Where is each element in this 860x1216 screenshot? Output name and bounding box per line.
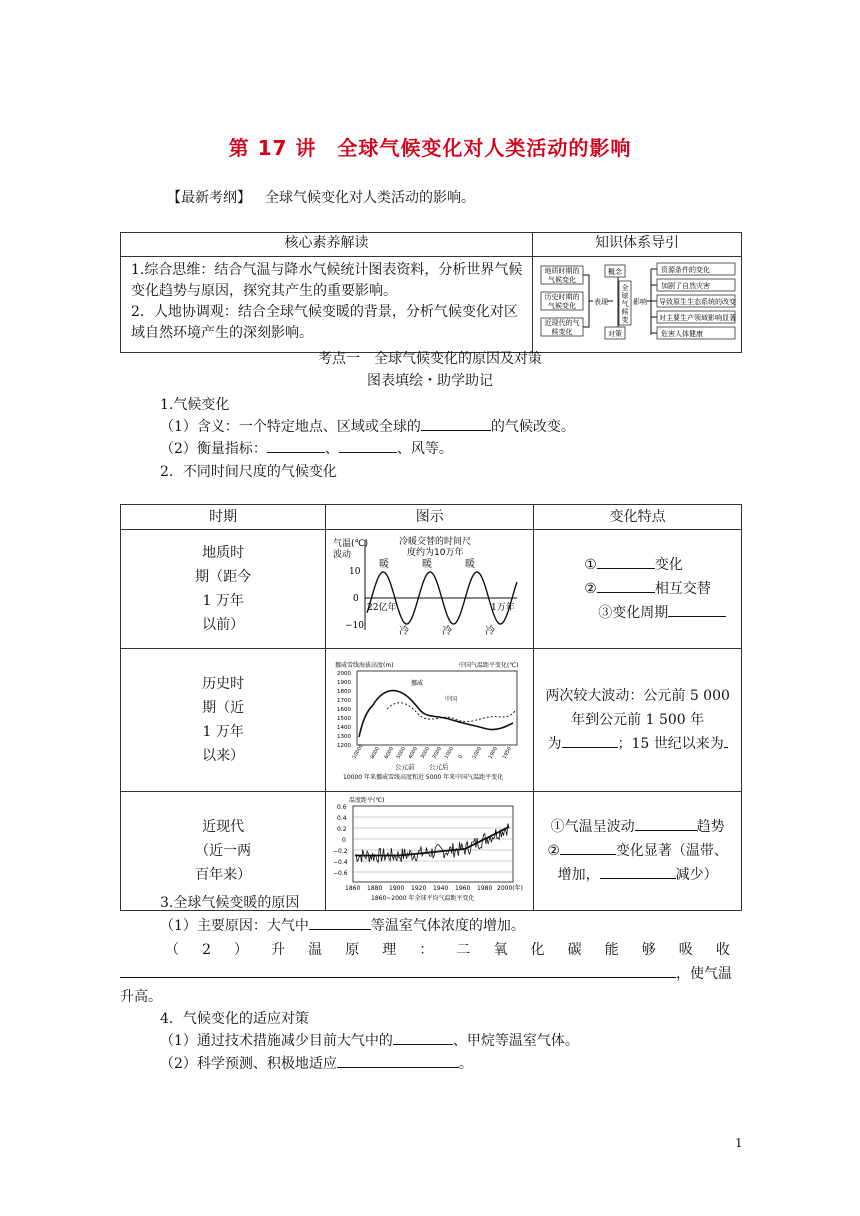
- map-right-2: 加剧了自然灾害: [661, 282, 710, 290]
- svg-text:1万年: 1万年: [490, 603, 515, 613]
- page-title: 第 17 讲 全球气候变化对人类活动的影响: [228, 136, 632, 160]
- t2-header-chart: 图示: [326, 505, 534, 530]
- svg-text:10: 10: [348, 567, 361, 577]
- svg-text:2000: 2000: [336, 671, 351, 677]
- svg-text:10000: 10000: [351, 743, 365, 760]
- china-temperature-curve: [387, 703, 515, 722]
- chart3-caption: 1860~2000 年全球平均气温距平变化: [370, 895, 475, 902]
- q3-line3: ，使气温: [120, 964, 732, 984]
- svg-text:5000: 5000: [395, 745, 407, 760]
- global-temperature-anomaly-line: [355, 824, 509, 863]
- chart2-yticks: [337, 671, 351, 749]
- svg-text:1400: 1400: [336, 725, 351, 731]
- svg-text:全: 全: [621, 284, 629, 292]
- svg-text:1800: 1800: [336, 689, 351, 695]
- map-left-1: 地质时期的: [544, 267, 580, 275]
- map-right-4: 对主要生产领域影响显著: [659, 314, 736, 322]
- period-geological: 地质时 期（距今 1 万年 以前）: [121, 530, 326, 649]
- norway-snowline-curve: [359, 691, 513, 737]
- features-modern: ①气温呈波动 趋势 ② 变化显著（温带、 增加， 减少）: [534, 792, 742, 911]
- syllabus-label: 【最新考纲】: [167, 190, 251, 206]
- features-historical: 两次较大波动：公元前 5 000 年到公元前 1 500 年 为 ；15 世纪以来为: [534, 649, 742, 792]
- geological-temperature-chart: [327, 530, 533, 640]
- q1-line1: （1）含义：一个特定地点、区域或全球的 的气候改变。: [160, 419, 575, 435]
- svg-text:1980: 1980: [476, 885, 493, 892]
- svg-text:波动: 波动: [332, 550, 351, 560]
- cold-label: 冷: [398, 626, 409, 637]
- q2-title: 2．不同时间尺度的气候变化: [160, 464, 337, 480]
- fill-blank[interactable]: [421, 417, 491, 431]
- svg-text:挪威: 挪威: [410, 680, 423, 687]
- svg-text:6000: 6000: [383, 745, 395, 760]
- t2-header-features: 变化特点: [534, 505, 742, 530]
- map-right-boxes: [657, 263, 736, 339]
- map-right-5: 危害人体健康: [661, 330, 703, 338]
- features-geological: ① 变化 ② 相互交替 ③变化周期: [534, 530, 742, 649]
- map-left-boxes: [541, 266, 583, 336]
- map-mid-left: 表现: [594, 298, 608, 306]
- fill-blank[interactable]: [393, 1031, 453, 1045]
- fill-blank[interactable]: [120, 964, 676, 978]
- svg-text:1900: 1900: [336, 680, 351, 686]
- svg-text:暖: 暖: [464, 559, 475, 570]
- svg-text:−0.4: −0.4: [332, 859, 348, 866]
- svg-text:气候变化: 气候变化: [548, 302, 576, 310]
- chart2-caption: 10000 年来挪威雪线高度和近 5000 年来中国气温距平变化: [342, 774, 503, 781]
- q3-line1: （1）主要原因：大气中 等温室气体浓度的增加。: [160, 918, 525, 934]
- map-left-2: 历史时期的: [544, 293, 580, 301]
- fill-blank[interactable]: [600, 865, 676, 879]
- q1-title: 1.气候变化: [160, 397, 230, 413]
- chart3-yticks: [333, 804, 348, 877]
- svg-text:中国气温距平变化(℃): 中国气温距平变化(℃): [458, 662, 519, 669]
- period-modern: 近现代 （近一两 百年来）: [121, 792, 326, 911]
- section-heading: 考点一 全球气候变化的原因及对策: [318, 351, 542, 367]
- chart-geological-cell: [326, 530, 534, 649]
- svg-text:1200: 1200: [336, 743, 351, 749]
- svg-text:中国: 中国: [444, 696, 457, 703]
- fill-blank[interactable]: [339, 439, 397, 453]
- svg-text:8000: 8000: [369, 745, 381, 760]
- svg-text:温度距平(℃): 温度距平(℃): [348, 797, 385, 804]
- modern-temperature-chart: [327, 792, 533, 902]
- chart-modern-cell: [326, 792, 534, 911]
- svg-text:1300: 1300: [336, 734, 351, 740]
- section-subheading: 图表填绘・助学助记: [367, 373, 493, 389]
- fill-blank[interactable]: [635, 817, 697, 831]
- svg-text:0: 0: [457, 754, 465, 760]
- time-scale-table: [120, 504, 742, 911]
- fill-blank[interactable]: [309, 916, 371, 930]
- svg-text:候: 候: [621, 308, 629, 316]
- svg-text:0: 0: [341, 837, 346, 844]
- svg-text:1960: 1960: [454, 885, 471, 892]
- svg-text:1900: 1900: [487, 745, 499, 760]
- q4-line1: （1）通过技术措施减少目前大气中的 、甲烷等温室气体。: [160, 1033, 579, 1049]
- svg-text:0.4: 0.4: [336, 815, 347, 822]
- svg-text:1000: 1000: [443, 745, 455, 760]
- svg-text:−10: −10: [344, 621, 364, 631]
- fill-blank[interactable]: [267, 439, 325, 453]
- svg-text:1880: 1880: [366, 885, 383, 892]
- svg-text:变: 变: [621, 316, 629, 324]
- svg-text:暖: 暖: [421, 559, 432, 570]
- core-literacy-table: [120, 232, 742, 353]
- q3-line2: （ 2 ） 升 温 原 理 ： 二 氧 化 碳 能 够 吸 收: [165, 942, 730, 958]
- q1-line2: （2）衡量指标： 、 、风等。: [160, 441, 453, 457]
- map-right-1: 资源条件的变化: [661, 266, 710, 274]
- svg-text:1700: 1700: [336, 698, 351, 704]
- chart3-xticks: [345, 884, 523, 892]
- q4-line2: （2）科学预测、积极地适应 。: [160, 1056, 473, 1072]
- svg-text:候变化: 候变化: [551, 328, 573, 336]
- svg-text:冷: 冷: [484, 626, 495, 637]
- syllabus-line: [167, 188, 475, 208]
- chart2-xticks: [351, 743, 513, 760]
- period-historical: 历史时 期（近 1 万年 以来）: [121, 649, 326, 792]
- fill-blank[interactable]: [724, 734, 728, 748]
- map-right-3: 导致原生生态系统的改变: [659, 298, 736, 306]
- syllabus-text: 全球气候变化对人类活动的影响。: [265, 190, 475, 206]
- svg-text:度约为10万年: 度约为10万年: [406, 548, 464, 558]
- svg-text:公元前: 公元前: [394, 763, 415, 771]
- svg-text:球: 球: [621, 292, 629, 300]
- svg-text:0.2: 0.2: [336, 826, 347, 833]
- svg-text:1950: 1950: [501, 745, 513, 760]
- svg-text:1860: 1860: [344, 885, 361, 892]
- svg-text:0.6: 0.6: [336, 804, 347, 811]
- historical-snowline-chart: [327, 649, 533, 783]
- map-mid-right: 影响: [633, 298, 647, 306]
- svg-text:公元后: 公元后: [428, 763, 449, 771]
- fill-blank[interactable]: [597, 579, 655, 593]
- chart-historical-cell: [326, 649, 534, 792]
- svg-text:1600: 1600: [336, 707, 351, 713]
- map-mid-bottom: 对策: [608, 330, 622, 338]
- svg-text:气: 气: [621, 300, 629, 308]
- svg-text:22亿年: 22亿年: [366, 603, 397, 613]
- q3-title: 3.全球气候变暖的原因: [160, 895, 300, 911]
- table1-header-right: 知识体系导引: [533, 233, 742, 257]
- svg-text:1000: 1000: [471, 745, 483, 760]
- literacy-item-1: 1.综合思维：结合气温与降水气候统计图表资料，分析世界气候变化趋势与原因，探究其产生的重要影响。: [131, 262, 523, 299]
- svg-text:4000: 4000: [407, 745, 419, 760]
- fill-blank[interactable]: [668, 603, 726, 617]
- literacy-item-2: 2．人地协调观：结合全球气候变暖的背景，分析气候变化对区域自然环境产生的深刻影响。: [131, 304, 518, 341]
- svg-text:气候变化: 气候变化: [548, 276, 576, 284]
- fill-blank[interactable]: [562, 734, 618, 748]
- chart1-ylabel: 气温(℃): [332, 539, 368, 549]
- page-number: 1: [735, 1136, 743, 1150]
- fill-blank[interactable]: [337, 1054, 459, 1068]
- svg-text:2000(年): 2000(年): [496, 885, 523, 892]
- literacy-cell: [121, 257, 533, 353]
- q4-title: 4．气候变化的适应对策: [160, 1011, 309, 1027]
- knowledge-map-diagram: [533, 257, 741, 345]
- svg-text:0: 0: [352, 594, 359, 604]
- map-mid-top: 概念: [608, 268, 622, 276]
- svg-text:1920: 1920: [410, 885, 427, 892]
- svg-text:−0.6: −0.6: [332, 870, 348, 877]
- warm-label: 暖: [378, 559, 389, 570]
- knowledge-map-cell: [533, 257, 742, 353]
- fill-blank[interactable]: [560, 841, 616, 855]
- svg-text:冷: 冷: [441, 626, 452, 637]
- table1-header-left: 核心素养解读: [121, 233, 533, 257]
- q3-line4: 升高。: [120, 989, 162, 1005]
- svg-text:1900: 1900: [388, 885, 405, 892]
- svg-text:挪威雪线海拔高度(m): 挪威雪线海拔高度(m): [334, 662, 394, 669]
- fill-blank[interactable]: [597, 555, 655, 569]
- svg-text:3000: 3000: [419, 745, 431, 760]
- t2-header-period: 时期: [121, 505, 326, 530]
- svg-text:1940: 1940: [432, 885, 449, 892]
- svg-text:2000: 2000: [431, 745, 443, 760]
- svg-text:1500: 1500: [336, 716, 351, 722]
- chart1-note: 冷暖交替的时间尺: [398, 537, 471, 547]
- svg-text:−0.2: −0.2: [332, 848, 348, 855]
- map-left-3: 近现代的气: [544, 319, 580, 327]
